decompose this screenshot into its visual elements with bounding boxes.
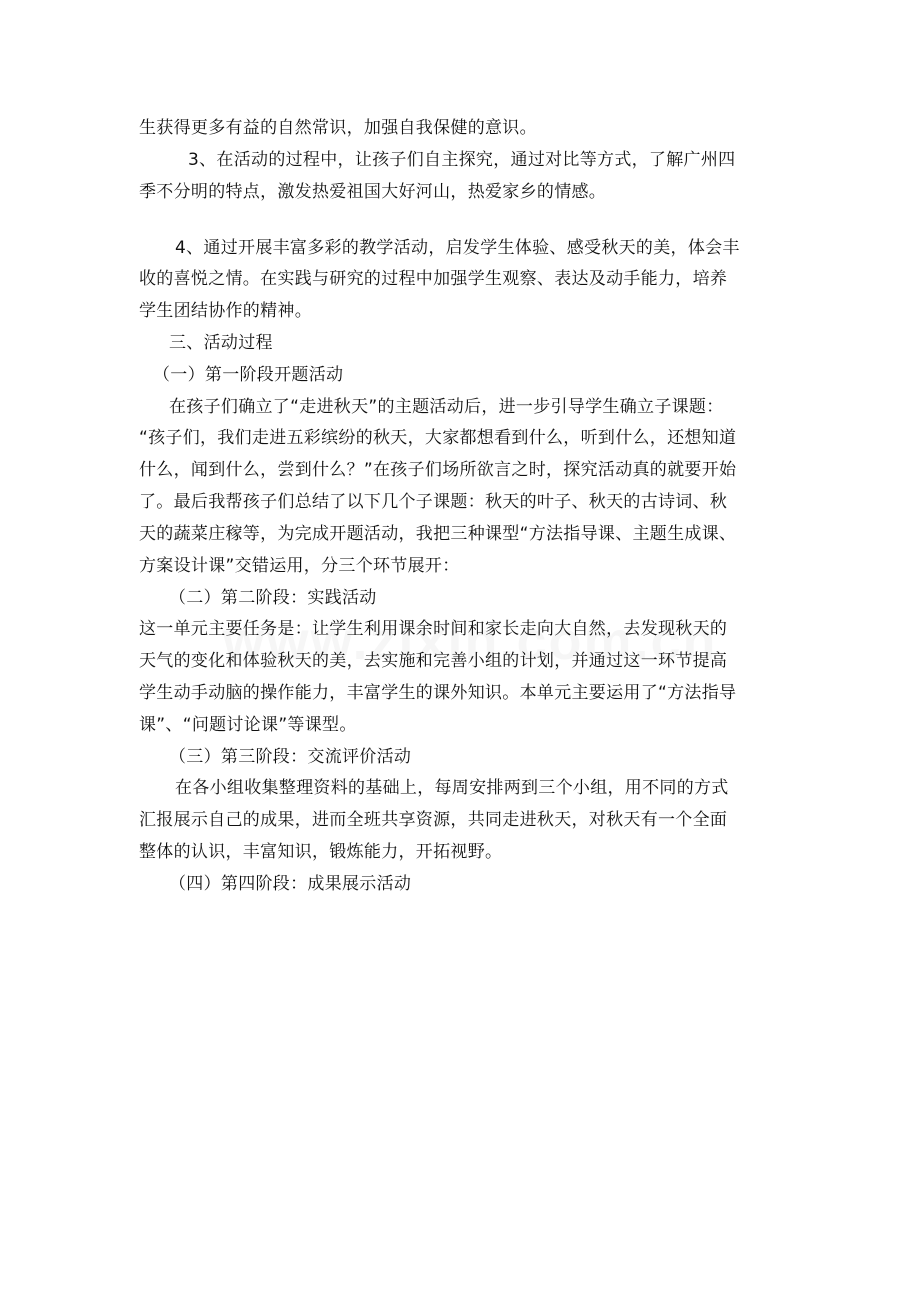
subsection-heading: （四）第四阶段：成果展示活动 <box>169 874 412 894</box>
text-line: 方案设计课”交错运用，分三个环节展开： <box>139 556 460 576</box>
text-line: 生获得更多有益的自然常识，加强自我保健的意识。 <box>139 118 537 138</box>
section-heading: 三、活动过程 <box>169 333 273 353</box>
text-line: 这一单元主要任务是：让学生利用课余时间和家长走向大自然，去发现秋天的 <box>139 619 728 639</box>
subsection-heading: （三）第三阶段：交流评价活动 <box>169 747 412 767</box>
text-line: 3、在活动的过程中，让孩子们自主探究，通过对比等方式，了解广州四 <box>188 150 736 170</box>
text-line: 了。最后我帮孩子们总结了以下几个子课题：秋天的叶子、秋天的古诗词、秋 <box>139 492 728 512</box>
text-line: 4、通过开展丰富多彩的教学活动，启发学生体验、感受秋天的美，体会丰 <box>175 238 740 258</box>
subsection-heading: （一）第一阶段开题活动 <box>153 365 344 385</box>
text-line: 汇报展示自己的成果，进而全班共享资源，共同走进秋天，对秋天有一个全面 <box>139 810 728 830</box>
text-line: 什么，闻到什么，尝到什么？”在孩子们场所欲言之时，探究活动真的就要开始 <box>139 460 737 480</box>
text-line: 天气的变化和体验秋天的美，去实施和完善小组的计划，并通过这一环节提高 <box>139 651 728 671</box>
text-line: 天的蔬菜庄稼等，为完成开题活动，我把三种课型“方法指导课、主题生成课、 <box>139 524 737 544</box>
text-line: 课”、“问题讨论课”等课型。 <box>139 715 357 735</box>
text-line: 学生动手动脑的操作能力，丰富学生的课外知识。本单元主要运用了“方法指导 <box>139 683 737 703</box>
text-line: 在各小组收集整理资料的基础上，每周安排两到三个小组，用不同的方式 <box>175 778 729 798</box>
text-line: 在孩子们确立了“走进秋天”的主题活动后，进一步引导学生确立子课题： <box>169 397 724 417</box>
text-line: 收的喜悦之情。在实践与研究的过程中加强学生观察、表达及动手能力，培养 <box>139 269 728 289</box>
text-line: 学生团结协作的精神。 <box>139 301 312 321</box>
text-line: “孩子们，我们走进五彩缤纷的秋天，大家都想看到什么，听到什么，还想知道 <box>139 428 737 448</box>
text-line: 季不分明的特点，激发热爱祖国大好河山，热爱家乡的情感。 <box>139 182 607 202</box>
text-line: 整体的认识，丰富知识，锻炼能力，开拓视野。 <box>139 842 503 862</box>
subsection-heading: （二）第二阶段：实践活动 <box>169 588 377 608</box>
